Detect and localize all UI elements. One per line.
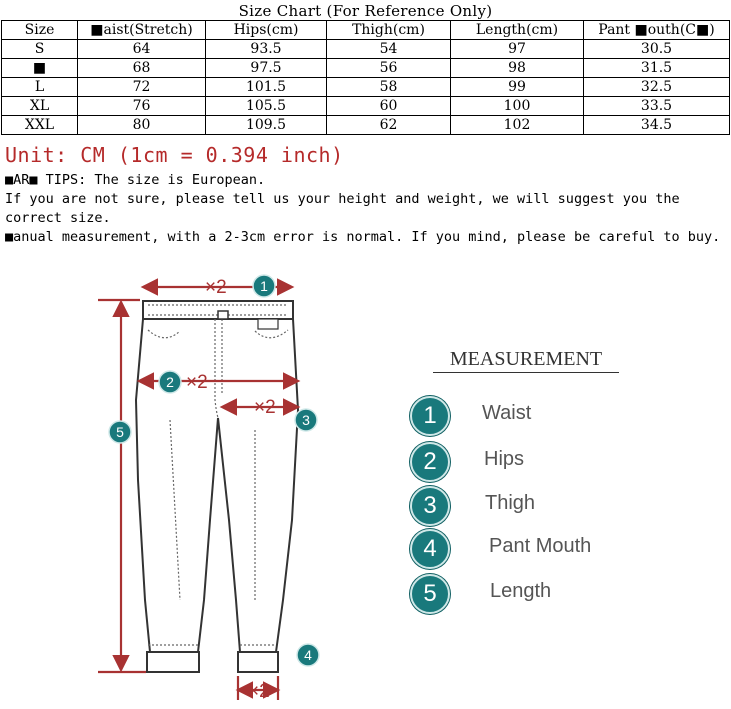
- header-pant-mouth: Pant ■outh(C■): [584, 21, 730, 40]
- svg-text:4: 4: [304, 647, 312, 663]
- legend-label: Waist: [482, 402, 532, 424]
- cell-hips: 93.5: [206, 40, 327, 59]
- legend-badge: 3: [410, 486, 450, 526]
- header-length: Length(cm): [451, 21, 584, 40]
- legend-label: Pant Mouth: [489, 535, 592, 557]
- pant-mouth-multiplier: ×2: [248, 681, 270, 702]
- svg-text:3: 3: [302, 412, 310, 428]
- header-waist: ■aist(Stretch): [78, 21, 206, 40]
- cell-hips: 97.5: [206, 59, 327, 78]
- cell-pant-mouth: 34.5: [584, 116, 730, 135]
- legend-badge: 5: [410, 574, 450, 614]
- unit-conversion-note: Unit: CM (1cm = 0.394 inch): [5, 143, 344, 167]
- pants-diagram: [0, 270, 400, 709]
- table-row: [2, 59, 730, 78]
- cell-pant-mouth: 30.5: [584, 40, 730, 59]
- legend-badge: 4: [410, 529, 450, 569]
- cell-hips: 101.5: [206, 78, 327, 97]
- cell-length: 98: [451, 59, 584, 78]
- cell-hips: 105.5: [206, 97, 327, 116]
- header-thigh: Thigh(cm): [327, 21, 451, 40]
- header-hips: Hips(cm): [206, 21, 327, 40]
- cell-hips: 109.5: [206, 116, 327, 135]
- cell-length: 97: [451, 40, 584, 59]
- legend-badge: 2: [410, 442, 450, 482]
- header-size: Size: [2, 21, 78, 40]
- thigh-multiplier: ×2: [254, 397, 276, 418]
- cell-length: 100: [451, 97, 584, 116]
- table-row: [2, 40, 730, 59]
- tips-line-european: ■AR■ TIPS: The size is European.: [5, 172, 266, 188]
- badge-2: [159, 371, 181, 393]
- cell-size: L: [2, 78, 78, 97]
- cell-waist: 80: [78, 116, 206, 135]
- badge-4: [297, 644, 319, 666]
- waist-multiplier: ×2: [205, 277, 227, 298]
- svg-text:1: 1: [260, 278, 268, 294]
- tips-line-error: ■anual measurement, with a 2-3cm error is normal. If you mind, please be careful to buy.: [5, 229, 721, 245]
- badge-3: [295, 409, 317, 431]
- cell-pant-mouth: 33.5: [584, 97, 730, 116]
- cell-thigh: 58: [327, 78, 451, 97]
- cell-length: 99: [451, 78, 584, 97]
- cell-waist: 76: [78, 97, 206, 116]
- cell-waist: 64: [78, 40, 206, 59]
- cell-size: S: [2, 40, 78, 59]
- size-tips: [5, 171, 727, 247]
- tips-line-suggest: If you are not sure, please tell us your height and weight, we will suggest you the correct size.: [5, 191, 680, 226]
- cell-thigh: 54: [327, 40, 451, 59]
- pants-outline: [136, 301, 298, 672]
- cell-size: XL: [2, 97, 78, 116]
- legend-badge: 1: [410, 396, 450, 436]
- back-label: [258, 319, 278, 329]
- legend-label: Hips: [484, 448, 525, 470]
- table-row: [2, 78, 730, 97]
- table-row: [2, 97, 730, 116]
- legend-label: Length: [490, 580, 552, 602]
- cell-waist: 72: [78, 78, 206, 97]
- cell-waist: 68: [78, 59, 206, 78]
- cell-pant-mouth: 32.5: [584, 78, 730, 97]
- measurement-title: MEASUREMENT: [433, 348, 619, 373]
- cell-pant-mouth: 31.5: [584, 59, 730, 78]
- legend-label: Thigh: [485, 492, 536, 514]
- badge-1: [253, 275, 275, 297]
- cell-thigh: 56: [327, 59, 451, 78]
- svg-text:5: 5: [116, 424, 124, 440]
- cell-size: ■: [2, 59, 78, 78]
- table-caption: Size Chart (For Reference Only): [238, 2, 493, 20]
- cell-thigh: 62: [327, 116, 451, 135]
- hips-multiplier: ×2: [186, 372, 208, 393]
- cell-size: XXL: [2, 116, 78, 135]
- waist-button: [218, 311, 228, 319]
- table-header-row: [2, 21, 730, 40]
- badge-5: [109, 421, 131, 443]
- svg-text:2: 2: [166, 374, 174, 390]
- cell-length: 102: [451, 116, 584, 135]
- table-row: [2, 116, 730, 135]
- size-chart-table: [1, 20, 730, 135]
- cell-thigh: 60: [327, 97, 451, 116]
